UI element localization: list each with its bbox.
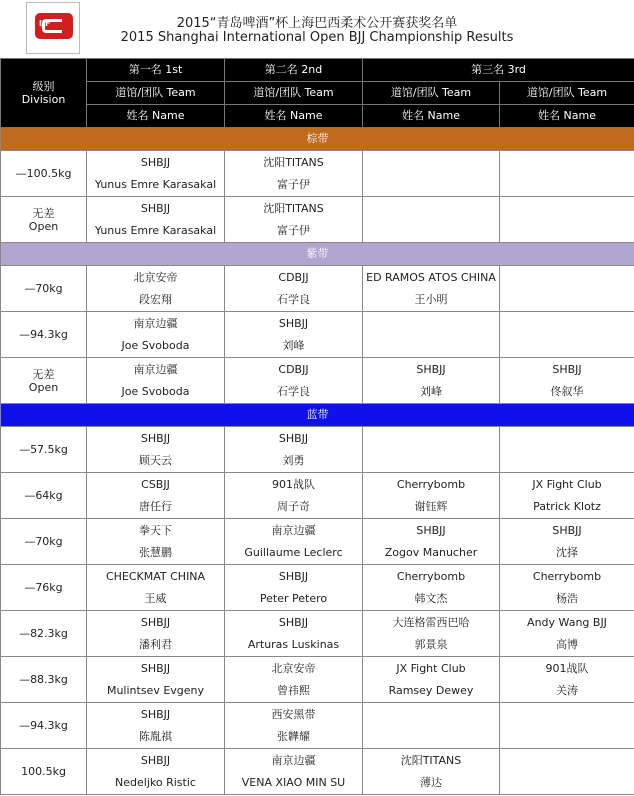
- placement-cell: [225, 657, 363, 703]
- placement-cell: [363, 519, 500, 565]
- athlete-name: Mulintsev Evgeny: [106, 683, 205, 697]
- athlete-name: 张韡耀: [277, 729, 310, 743]
- division-cell: —82.3kg: [1, 611, 87, 657]
- division-cell: —57.5kg: [1, 427, 87, 473]
- team-name: 拳天下: [139, 523, 172, 537]
- athlete-name: 郭景泉: [414, 637, 448, 651]
- team-name: SHBJJ: [140, 661, 171, 675]
- placement-cell: [225, 427, 363, 473]
- team-name: [500, 313, 634, 335]
- results-table: [0, 58, 634, 795]
- division-cell: 无差 Open: [1, 358, 87, 404]
- placement-cell: [500, 565, 634, 611]
- header-row-3: [1, 105, 634, 128]
- team-name: SHBJJ: [140, 431, 171, 445]
- team-name: Cherrybomb: [396, 477, 466, 491]
- placement-cell: [363, 427, 500, 473]
- athlete-name: 陈胤祺: [139, 729, 172, 743]
- placement-cell: [87, 657, 225, 703]
- team-name: 北京安帝: [271, 661, 316, 675]
- athlete-name: Joe Svoboda: [121, 338, 190, 352]
- header-name: 姓名 Name: [500, 105, 634, 128]
- belt-band: [1, 404, 634, 427]
- athlete-name: VENA XIAO MIN SU: [241, 775, 346, 789]
- table-row: [1, 266, 634, 312]
- team-name: CDBJJ: [278, 362, 309, 376]
- placement-cell: [363, 151, 500, 197]
- athlete-name: Patrick Klotz: [533, 499, 601, 513]
- header-row-2: [1, 82, 634, 105]
- athlete-name: 王威: [144, 591, 167, 605]
- table-row: [1, 519, 634, 565]
- header-row-1: [1, 59, 634, 82]
- header-team: 道馆/团队 Team: [225, 82, 363, 105]
- team-name: [500, 198, 634, 220]
- athlete-name: [500, 772, 634, 794]
- athlete-name: 沈择: [556, 545, 578, 559]
- division-cell: —64kg: [1, 473, 87, 519]
- athlete-name: 周子奇: [277, 499, 310, 513]
- placement-cell: [500, 749, 634, 795]
- athlete-name: [363, 726, 499, 748]
- athlete-name: [500, 335, 634, 357]
- athlete-name: 潘利君: [139, 637, 172, 651]
- team-name: [363, 704, 499, 726]
- team-name: SHBJJ: [140, 615, 171, 629]
- team-name: Cherrybomb: [532, 569, 602, 583]
- placement-cell: [363, 473, 500, 519]
- team-name: CDBJJ: [278, 270, 309, 284]
- placement-cell: [87, 312, 225, 358]
- placement-cell: [363, 611, 500, 657]
- team-name: [363, 152, 499, 174]
- team-name: SHBJJ: [140, 155, 171, 169]
- header-division-en: Division: [21, 93, 66, 106]
- team-name: SHBJJ: [278, 569, 309, 583]
- team-name: 大连格雷西巴哈: [392, 615, 470, 629]
- athlete-name: 段宏翔: [139, 292, 172, 306]
- placement-cell: [87, 611, 225, 657]
- placement-cell: [363, 266, 500, 312]
- athlete-name: [500, 450, 634, 472]
- athlete-name: [500, 220, 634, 242]
- athlete-name: 曾祎熙: [277, 683, 310, 697]
- team-name: CSBJJ: [141, 477, 170, 491]
- athlete-name: 石学良: [277, 384, 310, 398]
- placement-cell: [87, 151, 225, 197]
- athlete-name: [363, 220, 499, 242]
- athlete-name: [363, 335, 499, 357]
- team-name: 南京边疆: [133, 362, 178, 376]
- team-name: SHBJJ: [140, 707, 171, 721]
- team-name: ED RAMOS ATOS CHINA: [366, 270, 496, 284]
- placement-cell: [225, 749, 363, 795]
- placement-cell: [363, 565, 500, 611]
- athlete-name: Joe Svoboda: [121, 384, 190, 398]
- athlete-name: 顾天云: [139, 453, 172, 467]
- placement-cell: [87, 519, 225, 565]
- belt-label: 紫带: [1, 243, 634, 266]
- athlete-name: [500, 726, 634, 748]
- team-name: SHBJJ: [140, 201, 171, 215]
- belt-label: 棕带: [1, 128, 634, 151]
- table-row: [1, 565, 634, 611]
- team-name: JX Fight Club: [396, 661, 466, 675]
- placement-cell: [225, 611, 363, 657]
- division-cell: —94.3kg: [1, 703, 87, 749]
- placement-cell: [87, 266, 225, 312]
- athlete-name: Zogov Manucher: [384, 545, 478, 559]
- table-row: [1, 473, 634, 519]
- athlete-name: 韩文杰: [414, 591, 448, 605]
- header-third: 第三名 3rd: [363, 59, 634, 82]
- division-cell: —100.5kg: [1, 151, 87, 197]
- athlete-name: [500, 289, 634, 311]
- athlete-name: 富子伊: [277, 177, 310, 191]
- division-cell: —70kg: [1, 266, 87, 312]
- table-row: [1, 427, 634, 473]
- athlete-name: Ramsey Dewey: [388, 683, 474, 697]
- team-name: SHBJJ: [416, 523, 446, 537]
- placement-cell: [500, 657, 634, 703]
- placement-cell: [87, 197, 225, 243]
- athlete-name: 薄达: [420, 775, 442, 789]
- placement-cell: [500, 266, 634, 312]
- athlete-name: 石学良: [277, 292, 310, 306]
- header-name: 姓名 Name: [363, 105, 500, 128]
- placement-cell: [225, 703, 363, 749]
- team-name: SHBJJ: [278, 615, 309, 629]
- table-row: [1, 358, 634, 404]
- placement-cell: [500, 611, 634, 657]
- athlete-name: 刘峰: [282, 338, 305, 352]
- athlete-name: 刘勇: [282, 453, 305, 467]
- athlete-name: Guillaume Leclerc: [244, 545, 343, 559]
- table-row: [1, 197, 634, 243]
- division-cell: —70kg: [1, 519, 87, 565]
- placement-cell: [225, 473, 363, 519]
- placement-cell: [87, 703, 225, 749]
- placement-cell: [363, 703, 500, 749]
- placement-cell: [87, 358, 225, 404]
- header-division-cn: 级别: [32, 80, 55, 93]
- athlete-name: 王小明: [414, 292, 448, 306]
- team-name: SHBJJ: [552, 362, 582, 376]
- athlete-name: 张慧鹏: [139, 545, 172, 559]
- logo-text: IJF: [39, 19, 51, 28]
- placement-cell: [225, 197, 363, 243]
- team-name: 901战队: [545, 661, 589, 675]
- team-name: 沈阳TITANS: [263, 155, 324, 169]
- placement-cell: [500, 358, 634, 404]
- athlete-name: 关涛: [556, 683, 578, 697]
- table-row: [1, 749, 634, 795]
- team-name: SHBJJ: [552, 523, 582, 537]
- placement-cell: [500, 473, 634, 519]
- athlete-name: 高博: [556, 637, 578, 651]
- athlete-name: Peter Petero: [259, 591, 328, 605]
- team-name: [363, 198, 499, 220]
- team-name: Cherrybomb: [396, 569, 466, 583]
- athlete-name: Yunus Emre Karasakal: [94, 223, 217, 237]
- header-team: 道馆/团队 Team: [363, 82, 500, 105]
- table-row: [1, 657, 634, 703]
- placement-cell: [363, 749, 500, 795]
- header-name: 姓名 Name: [225, 105, 363, 128]
- team-name: 南京边疆: [133, 316, 178, 330]
- team-name: 南京边疆: [271, 523, 316, 537]
- division-cell: 无差 Open: [1, 197, 87, 243]
- placement-cell: [500, 151, 634, 197]
- team-name: [500, 152, 634, 174]
- placement-cell: [500, 427, 634, 473]
- header-division: [1, 59, 87, 128]
- team-name: 西安黑带: [271, 707, 316, 721]
- title-chinese: 2015“青岛啤酒”杯上海巴西柔术公开赛获奖名单: [176, 16, 458, 31]
- team-name: [363, 428, 499, 450]
- team-name: SHBJJ: [278, 431, 309, 445]
- team-name: SHBJJ: [140, 753, 171, 767]
- team-name: 沈阳TITANS: [263, 201, 324, 215]
- placement-cell: [225, 358, 363, 404]
- placement-cell: [363, 197, 500, 243]
- page-header: [0, 0, 634, 58]
- team-name: SHBJJ: [416, 362, 446, 376]
- placement-cell: [363, 358, 500, 404]
- placement-cell: [500, 312, 634, 358]
- team-name: CHECKMAT CHINA: [105, 569, 206, 583]
- athlete-name: [500, 174, 634, 196]
- header-second: 第二名 2nd: [225, 59, 363, 82]
- table-row: [1, 703, 634, 749]
- placement-cell: [500, 197, 634, 243]
- athlete-name: Arturas Luskinas: [247, 637, 340, 651]
- team-name: Andy Wang BJJ: [527, 615, 607, 629]
- placement-cell: [225, 151, 363, 197]
- team-name: [500, 267, 634, 289]
- athlete-name: 唐任行: [139, 499, 172, 513]
- division-cell: —88.3kg: [1, 657, 87, 703]
- team-name: [500, 428, 634, 450]
- placement-cell: [225, 565, 363, 611]
- placement-cell: [225, 266, 363, 312]
- athlete-name: [363, 174, 499, 196]
- belt-label: 蓝带: [1, 404, 634, 427]
- placement-cell: [87, 749, 225, 795]
- placement-cell: [500, 703, 634, 749]
- athlete-name: 谢钰辉: [414, 499, 448, 513]
- team-name: [500, 704, 634, 726]
- team-name: [500, 750, 634, 772]
- header-team: 道馆/团队 Team: [500, 82, 634, 105]
- team-name: 901战队: [272, 477, 315, 491]
- placement-cell: [225, 312, 363, 358]
- header-team: 道馆/团队 Team: [87, 82, 225, 105]
- team-name: 南京边疆: [271, 753, 316, 767]
- placement-cell: [363, 657, 500, 703]
- athlete-name: Yunus Emre Karasakal: [94, 177, 217, 191]
- athlete-name: Nedeljko Ristic: [115, 775, 196, 789]
- belt-band: [1, 243, 634, 266]
- table-row: [1, 312, 634, 358]
- placement-cell: [363, 312, 500, 358]
- team-name: 北京安帝: [133, 270, 178, 284]
- athlete-name: 佟叙华: [550, 384, 584, 398]
- athlete-name: 刘峰: [420, 384, 442, 398]
- placement-cell: [87, 427, 225, 473]
- table-row: [1, 611, 634, 657]
- team-name: SHBJJ: [278, 316, 309, 330]
- placement-cell: [225, 519, 363, 565]
- placement-cell: [87, 473, 225, 519]
- division-cell: 100.5kg: [1, 749, 87, 795]
- belt-band: [1, 128, 634, 151]
- placement-cell: [87, 565, 225, 611]
- header-name: 姓名 Name: [87, 105, 225, 128]
- team-name: [363, 313, 499, 335]
- team-name: 沈阳TITANS: [400, 753, 462, 767]
- athlete-name: 富子伊: [277, 223, 310, 237]
- table-row: [1, 151, 634, 197]
- athlete-name: 杨浩: [556, 591, 578, 605]
- header-first: 第一名 1st: [87, 59, 225, 82]
- division-cell: —94.3kg: [1, 312, 87, 358]
- team-name: JX Fight Club: [532, 477, 602, 491]
- placement-cell: [500, 519, 634, 565]
- athlete-name: [363, 450, 499, 472]
- division-cell: —76kg: [1, 565, 87, 611]
- title-english: 2015 Shanghai International Open BJJ Championship Results: [120, 30, 514, 45]
